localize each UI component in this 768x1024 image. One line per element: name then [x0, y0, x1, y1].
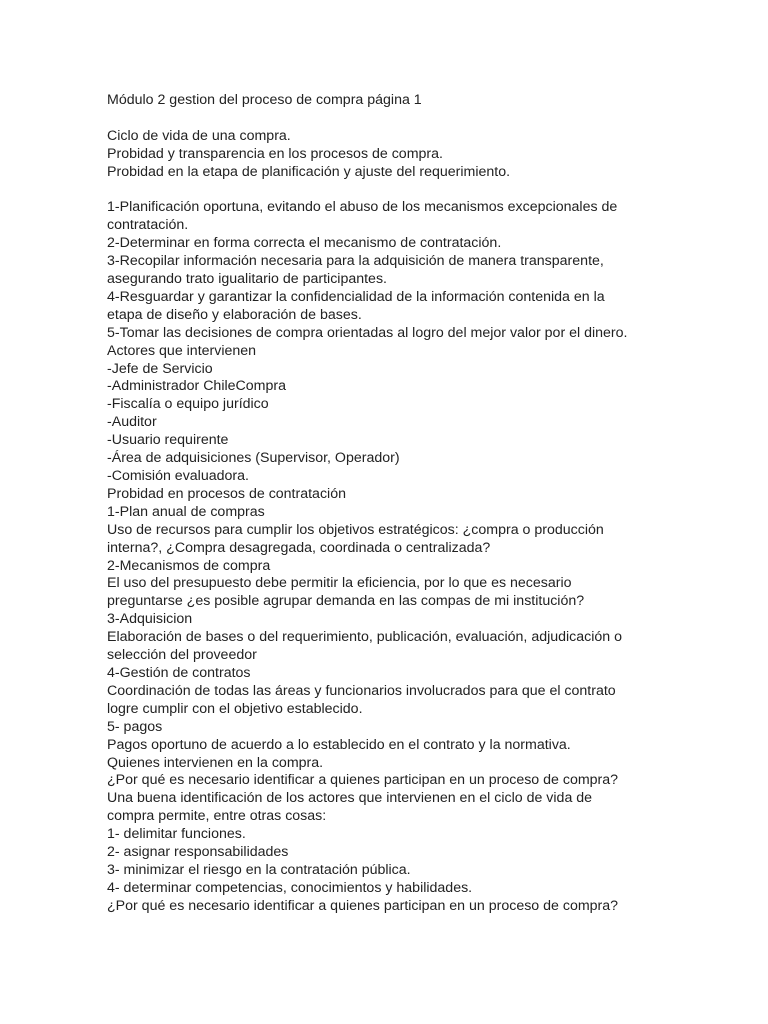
- body-line: compra permite, entre otras cosas:: [107, 808, 327, 825]
- body-line: preguntarse ¿es posible agrupar demanda en las compas de mi institución?: [107, 593, 585, 610]
- body-line: ¿Por qué es necesario identificar a quienes participan en un proceso de compra?: [107, 897, 619, 914]
- body-line: -Administrador ChileCompra: [107, 378, 286, 395]
- body-line: 4-Gestión de contratos: [107, 664, 251, 681]
- body-line: Probidad en procesos de contratación: [107, 485, 346, 502]
- body-line: El uso del presupuesto debe permitir la eficiencia, por lo que es necesario: [107, 575, 572, 592]
- body-line: 3-Recopilar información necesaria para la adquisición de manera transparente,: [107, 253, 604, 270]
- intro-line: Ciclo de vida de una compra.: [107, 127, 291, 144]
- body-line: Elaboración de bases o del requerimiento, publicación, evaluación, adjudicación o: [107, 629, 623, 646]
- body-line: 4-Resguardar y garantizar la confidencialidad de la información contenida en la: [107, 288, 605, 305]
- body-line: -Área de adquisiciones (Supervisor, Operador): [107, 450, 400, 467]
- paragraph-gap: [107, 182, 707, 200]
- body-line: 2-Determinar en forma correcta el mecanismo de contratación.: [107, 235, 502, 252]
- body-line: 1- delimitar funciones.: [107, 826, 246, 843]
- body-line: -Auditor: [107, 414, 157, 431]
- body-line: etapa de diseño y elaboración de bases.: [107, 306, 362, 323]
- body-line: -Jefe de Servicio: [107, 360, 213, 377]
- body-line: -Comisión evaluadora.: [107, 468, 249, 484]
- body-line: Uso de recursos para cumplir los objetivos estratégicos: ¿compra o producción: [107, 521, 604, 538]
- body-line: 2-Mecanismos de compra: [107, 557, 271, 574]
- body-line: contratación.: [107, 217, 189, 234]
- body-line: Una buena identificación de los actores que intervienen en el ciclo de vida de: [107, 790, 593, 807]
- body-line: Actores que intervienen: [107, 342, 257, 359]
- intro-block: [107, 128, 707, 182]
- document-title: Módulo 2 gestion del proceso de compra página 1: [107, 92, 422, 108]
- body-line: Pagos oportuno de acuerdo a lo establecido en el contrato y la normativa.: [107, 736, 571, 753]
- body-line: 5-Tomar las decisiones de compra orientadas al logro del mejor valor por el dinero.: [107, 324, 628, 341]
- intro-line: Probidad en la etapa de planificación y ajuste del requerimiento.: [107, 163, 511, 180]
- body-line: 5- pagos: [107, 718, 163, 735]
- body-line: ¿Por qué es necesario identificar a quienes participan en un proceso de compra?: [107, 772, 619, 789]
- body-line: Quienes intervienen en la compra.: [107, 754, 324, 771]
- body-line: 1-Planificación oportuna, evitando el abuso de los mecanismos excepcionales de: [107, 199, 618, 216]
- body-line: Coordinación de todas las áreas y funcionarios involucrados para que el contrato: [107, 682, 616, 699]
- body-line: 3- minimizar el riesgo en la contratación pública.: [107, 861, 411, 878]
- body-line: interna?, ¿Compra desagregada, coordinada o centralizada?: [107, 539, 491, 556]
- body-line: 1-Plan anual de compras: [107, 503, 265, 520]
- body-line: selección del proveedor: [107, 647, 257, 664]
- body-line: 3-Adquisicion: [107, 611, 193, 628]
- document-content: [107, 92, 707, 916]
- body-line: 4- determinar competencias, conocimientos y habilidades.: [107, 879, 473, 896]
- body-line: asegurando trato igualitario de participantes.: [107, 271, 387, 288]
- body-line: -Fiscalía o equipo jurídico: [107, 396, 269, 413]
- body-block: [107, 199, 707, 915]
- body-line: 2- asignar responsabilidades: [107, 844, 289, 861]
- body-line: -Usuario requirente: [107, 432, 229, 449]
- body-line: logre cumplir con el objetivo establecido.: [107, 700, 363, 717]
- intro-line: Probidad y transparencia en los procesos de compra.: [107, 145, 443, 162]
